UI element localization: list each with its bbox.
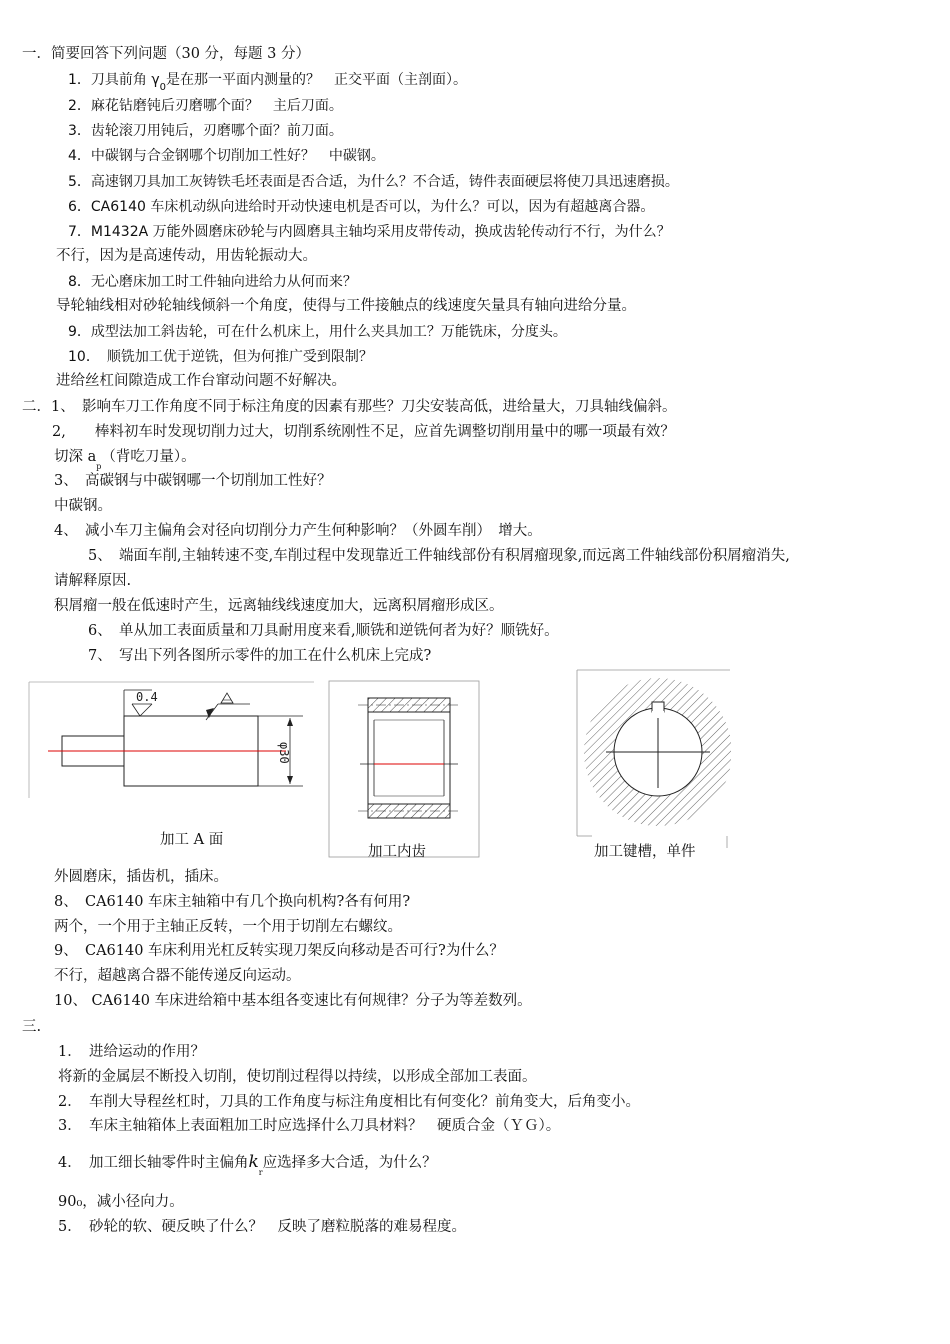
- a1-10: 进给丝杠间隙造成工作台窜动问题不好解决。: [56, 373, 346, 389]
- fig3-caption: 加工键槽，单件: [594, 844, 696, 860]
- a2-2-text-b: （背吃刀量）。: [101, 449, 196, 465]
- a2-5: 积屑瘤一般在低速时产生，远离轴线线速度加大，远离积屑瘤形成区。: [54, 598, 504, 614]
- a3-4: 90₀，减小径向力。: [58, 1194, 184, 1210]
- q1-6: 6．CA6140 车床机动纵向进给时开动快速电机是否可以，为什么？可以，因为有超越离合器。: [68, 199, 655, 215]
- a2-2-subscript: p: [96, 462, 102, 471]
- q1-9: 9．成型法加工斜齿轮，可在什么机床上，用什么夹具加工？万能铣床，分度头。: [68, 324, 567, 340]
- shaft-figure: [28, 680, 318, 805]
- q3-4-symbol-k: k: [248, 1152, 259, 1172]
- q3-4: [58, 1152, 437, 1175]
- q2-10: 10、 CA6140 车床进给箱中基本组各变速比有何规律？分子为等差数列。: [54, 993, 532, 1009]
- q2-3: 3、 高碳钢与中碳钢哪一个切削加工性好？: [54, 473, 332, 489]
- q3-1: 1． 进给运动的作用？: [58, 1044, 205, 1060]
- internal-gear-figure: [328, 680, 483, 860]
- q1-3: 3．齿轮滚刀用钝后，刃磨哪个面？前刀面。: [68, 123, 343, 139]
- keyway-ring-figure: [576, 668, 731, 848]
- a1-8: 导轮轴线相对砂轮轴线倾斜一个角度，使得与工件接触点的线速度矢量具有轴向进给分量。: [56, 298, 636, 314]
- roughness-symbol-icon: [221, 693, 233, 703]
- a2-8: 两个，一个用于主轴正反转，一个用于切削左右螺纹。: [54, 919, 402, 935]
- q1-1-subscript: 0: [159, 82, 167, 93]
- a2-7: 外圆磨床，插齿机，插床。: [54, 869, 228, 885]
- q2-2: 2, 棒料初车时发现切削力过大，切削系统刚性不足，应首先调整切削用量中的哪一项最有效？: [52, 424, 675, 440]
- a3-1: 将新的金属层不断投入切削，使切削过程得以持续，以形成全部加工表面。: [58, 1069, 537, 1085]
- q1-5: 5．高速钢刀具加工灰铸铁毛坯表面是否合适，为什么？不合适，铸件表面硬层将使刀具迅速磨损。: [68, 174, 679, 190]
- q3-5: 5． 砂轮的软、硬反映了什么？ 反映了磨粒脱落的难易程度。: [58, 1219, 466, 1235]
- q2-4: 4、 减小车刀主偏角会对径向切削分力产生何种影响？（外圆车削） 增大。: [54, 523, 542, 539]
- fig2-caption: 加工内齿: [368, 844, 426, 860]
- q2-9: 9、 CA6140 车床利用光杠反转实现刀架反向移动是否可行?为什么？: [54, 943, 504, 959]
- q1-1: [68, 70, 467, 92]
- a2-3: 中碳钢。: [54, 498, 112, 514]
- q3-4-text-a: 4． 加工细长轴零件时主偏角: [58, 1155, 249, 1171]
- q2-5-cont: 请解释原因.: [54, 573, 132, 589]
- q1-10: 10． 顺铣加工优于逆铣，但为何推广受到限制？: [68, 349, 373, 365]
- a2-2: [54, 447, 196, 469]
- roughness-value: 0.4: [136, 690, 158, 704]
- section-1-heading: 一．简要回答下列问题（30 分，每题 3 分）: [22, 46, 311, 62]
- q1-4: 4．中碳钢与合金钢哪个切削加工性好？ 中碳钢。: [68, 148, 385, 164]
- q1-1-text-a: 1．刀具前角 γ: [68, 72, 160, 88]
- section-2-heading: 二．1、 影响车刀工作角度不同于标注角度的因素有那些？刀尖安装高低，进给量大，刀具轴线偏斜。: [22, 399, 677, 415]
- q2-7: 7、 写出下列各图所示零件的加工在什么机床上完成?: [88, 648, 432, 664]
- q1-8: 8．无心磨床加工时工件轴向进给力从何而来？: [68, 274, 357, 290]
- q2-5: 5、 端面车削,主轴转速不变,车削过程中发现靠近工件轴线部份有积屑瘤现象,而远离工件轴线部份积屑瘤消失,: [88, 548, 790, 564]
- section-3-heading: 三.: [22, 1019, 42, 1035]
- a2-2-text-a: 切深 a: [54, 449, 97, 465]
- q2-6: 6、 单从加工表面质量和刀具耐用度来看,顺铣和逆铣何者为好？顺铣好。: [88, 623, 559, 639]
- q2-8: 8、 CA6140 车床主轴箱中有几个换向机构?各有何用?: [54, 894, 411, 910]
- q3-3: 3． 车床主轴箱体上表面粗加工时应选择什么刀具材料？ 硬质合金（ＹＧ）。: [58, 1118, 561, 1134]
- fig1-caption: 加工 A 面: [160, 832, 224, 848]
- a2-9: 不行，超越离合器不能传递反向运动。: [54, 968, 301, 984]
- q3-2: 2． 车削大导程丝杠时，刀具的工作角度与标注角度相比有何变化？前角变大，后角变小。: [58, 1094, 640, 1110]
- q3-4-text-b: 应选择多大合适，为什么？: [262, 1155, 437, 1171]
- diameter-dimension: φ30: [277, 742, 291, 764]
- q3-4-subscript-r: r: [258, 1168, 263, 1177]
- a1-7: 不行，因为是高速传动，用齿轮振动大。: [56, 248, 317, 264]
- q1-2: 2．麻花钻磨钝后刃磨哪个面？ 主后刀面。: [68, 98, 343, 114]
- q1-1-text-b: 是在那一平面内测量的？ 正交平面（主剖面）。: [166, 72, 468, 88]
- q1-7: 7．M1432A 万能外圆磨床砂轮与内圆磨具主轴均采用皮带传动，换成齿轮传动行不行，为什么？: [68, 224, 671, 240]
